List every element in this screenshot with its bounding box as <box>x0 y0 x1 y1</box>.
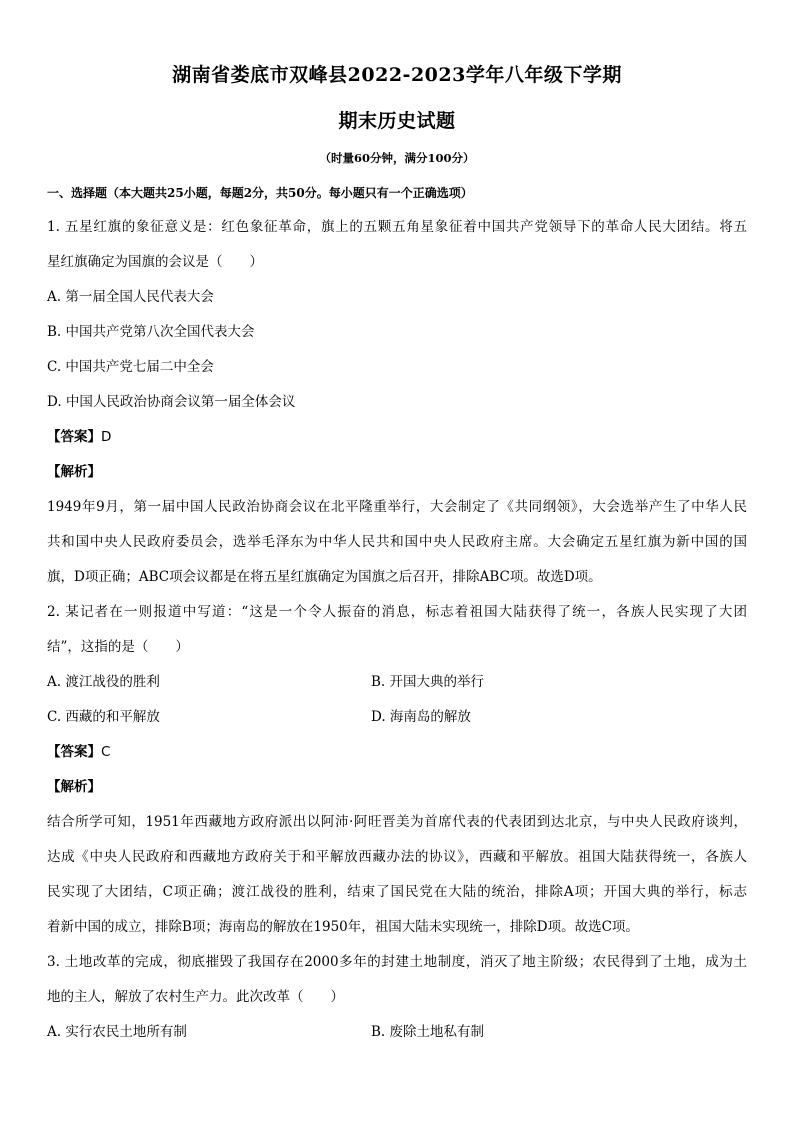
q2-analysis-line3: 民实现了大团结，C项正确；渡江战役的胜利，结束了国民党在大陆的统治，排除A项；开国大典的举行，标志 <box>47 884 747 900</box>
q3-option-a: A. 实行农民土地所有制 <box>47 1024 187 1040</box>
q1-analysis-tag: 【解析】 <box>47 464 101 480</box>
q2-analysis-line1: 结合所学可知，1951年西藏地方政府派出以阿沛·阿旺晋美为首席代表的代表团到达北京，与中央人民政府谈判， <box>47 814 747 830</box>
q1-stem-line1: 1. 五星红旗的象征意义是：红色象征革命，旗上的五颗五角星象征着中国共产党领导下的革命人民大团结。将五 <box>47 219 747 235</box>
exam-title-line2: 期末历史试题 <box>338 110 456 132</box>
q3-option-b: B. 废除土地私有制 <box>371 1024 485 1040</box>
q1-stem-line2: 星红旗确定为国旗的会议是（ ） <box>47 254 263 270</box>
q1-analysis-line3: 旗，D项正确；ABC项会议都是在将五星红旗确定为国旗之后召开，排除ABC项。故选D项。 <box>47 569 602 585</box>
section-heading: 一、选择题（本大题共25小题，每题2分，共50分。每小题只有一个正确选项） <box>47 186 473 200</box>
q3-stem-line2: 地的主人，解放了农村生产力。此次改革（ ） <box>47 989 344 1005</box>
q3-stem-line1: 3. 土地改革的完成，彻底摧毁了我国存在2000多年的封建土地制度，消灭了地主阶级；农民得到了土地，成为土 <box>47 954 747 970</box>
exam-subtitle: （时量60分钟，满分100分） <box>319 151 475 165</box>
q1-answer-label: 【答案】 <box>47 429 101 445</box>
q2-option-c: C. 西藏的和平解放 <box>47 709 160 725</box>
q1-answer-value: D <box>101 429 112 445</box>
q1-analysis-label <box>47 462 747 482</box>
q1-analysis-line1: 1949年9月，第一届中国人民政治协商会议在北平隆重举行，大会制定了《共同纲领》，大会选举产生了中华人民 <box>47 499 747 515</box>
q2-analysis-line4: 着新中国的成立，排除B项；海南岛的解放在1950年，祖国大陆未实现统一，排除D项。故选C项。 <box>47 919 639 935</box>
q1-option-c: C. 中国共产党七届二中全会 <box>47 359 214 375</box>
q1-option-d: D. 中国人民政治协商会议第一届全体会议 <box>47 394 296 410</box>
q2-answer-label: 【答案】 <box>47 744 101 760</box>
q2-option-a: A. 渡江战役的胜利 <box>47 674 160 690</box>
q1-answer <box>47 427 747 447</box>
q2-option-b: B. 开国大典的举行 <box>371 674 485 690</box>
q2-answer <box>47 742 747 762</box>
q2-answer-value: C <box>101 744 111 760</box>
q2-option-d: D. 海南岛的解放 <box>371 709 471 725</box>
q1-option-b: B. 中国共产党第八次全国代表大会 <box>47 324 255 340</box>
q2-stem-line1: 2. 某记者在一则报道中写道：“这是一个令人振奋的消息，标志着祖国大陆获得了统一，各族人民实现了大团 <box>47 604 747 620</box>
q2-analysis-tag: 【解析】 <box>47 779 101 795</box>
q2-analysis-label <box>47 777 747 797</box>
q2-stem-line2: 结”，这指的是（ ） <box>47 639 189 655</box>
exam-title-line1: 湖南省娄底市双峰县2022-2023学年八年级下学期 <box>172 64 622 86</box>
q1-option-a: A. 第一届全国人民代表大会 <box>47 289 214 305</box>
q2-analysis-line2: 达成《中央人民政府和西藏地方政府关于和平解放西藏办法的协议》，西藏和平解放。祖国大陆获得统一，各族人 <box>47 849 747 865</box>
q1-analysis-line2: 共和国中央人民政府委员会，选举毛泽东为中华人民共和国中央人民政府主席。大会确定五星红旗为新中国的国 <box>47 534 747 550</box>
